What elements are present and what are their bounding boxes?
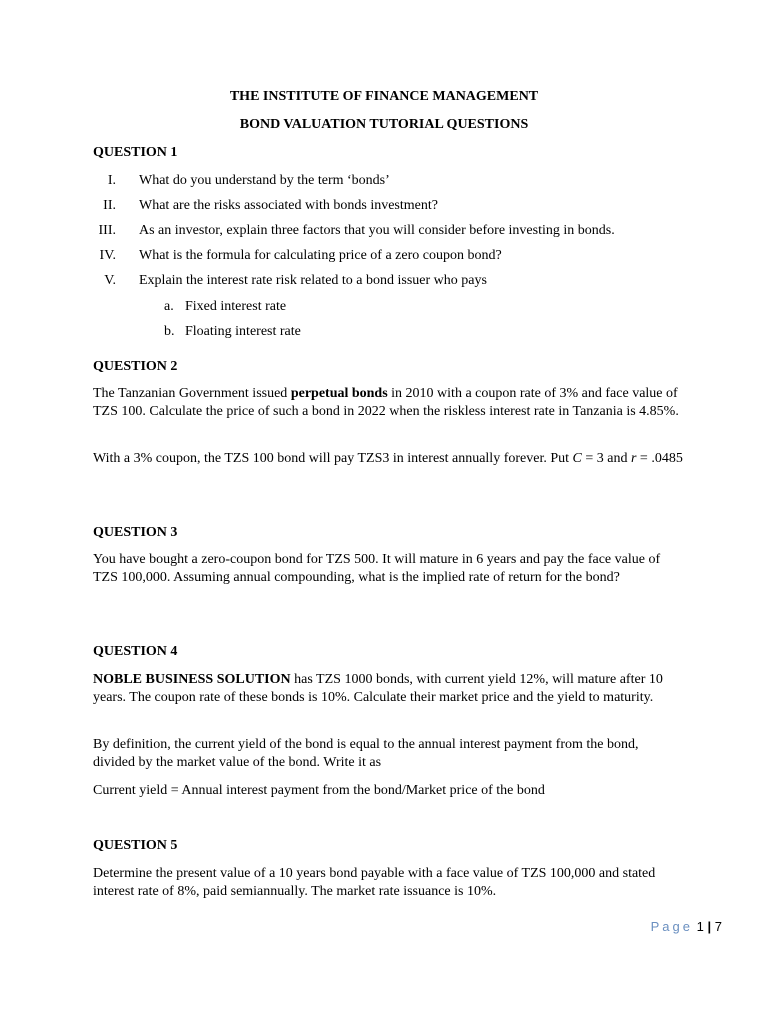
question-3-paragraph: You have bought a zero-coupon bond for TZS 500. It will mature in 6 years and pay the face value of TZS 100,000. Assuming annual compounding, what is the implied rate of return for the bond?: [93, 552, 661, 585]
variable-r: r: [630, 451, 637, 466]
emphasis-text: perpetual bonds: [290, 386, 388, 401]
paragraph-text: = .0485: [636, 451, 683, 466]
list-item-number: V.: [104, 273, 116, 288]
sub-list-item-text: Fixed interest rate: [185, 299, 287, 314]
variable-c: C: [572, 451, 582, 466]
list-item-text: What is the formula for calculating price of a zero coupon bond?: [139, 248, 502, 263]
list-item-text: As an investor, explain three factors that you will consider before investing in bonds.: [139, 223, 615, 238]
page-label: Page: [650, 919, 694, 934]
question-4-formula: Current yield = Annual interest payment from the bond/Market price of the bond: [93, 783, 545, 798]
list-item-text: Explain the interest rate risk related to a bond issuer who pays: [139, 273, 487, 288]
list-item-number: III.: [98, 223, 116, 238]
question-4-paragraph: [93, 671, 683, 707]
paragraph-text: in 2010 with a coupon rate of 3% and face value of TZS 100. Calculate the price of such a bond in 2022 when the riskless interest rate in Tanzania is 4.85%.: [93, 386, 679, 419]
list-item-number: IV.: [99, 248, 116, 263]
question-5-heading: QUESTION 5: [93, 838, 178, 853]
question-4-heading: QUESTION 4: [93, 644, 178, 659]
list-item-text: What are the risks associated with bonds investment?: [139, 198, 438, 213]
question-2-note: [93, 450, 683, 468]
sub-list-item-label: b.: [164, 324, 175, 339]
question-4-definition: By definition, the current yield of the bond is equal to the annual interest payment from the bond, divided by the market value of the bond. Write it as: [93, 737, 639, 770]
page-total: 7: [714, 919, 722, 934]
paragraph-text: With a 3% coupon, the TZS 100 bond will pay TZS3 in interest annually forever. Put: [93, 451, 573, 466]
sub-list-item-text: Floating interest rate: [185, 324, 301, 339]
paragraph-text: = 3 and: [581, 451, 631, 466]
list-item-number: II.: [103, 198, 116, 213]
question-3-heading: QUESTION 3: [93, 525, 178, 540]
page-footer: [651, 918, 722, 936]
company-name: NOBLE BUSINESS SOLUTION: [93, 672, 291, 687]
question-1-heading: QUESTION 1: [93, 145, 178, 160]
list-item-number: I.: [107, 173, 116, 188]
document-title: BOND VALUATION TUTORIAL QUESTIONS: [239, 117, 529, 132]
page-separator: |: [707, 919, 712, 934]
institute-title: THE INSTITUTE OF FINANCE MANAGEMENT: [229, 89, 539, 104]
sub-list-item-label: a.: [164, 299, 174, 314]
paragraph-text: The Tanzanian Government issued: [93, 386, 291, 401]
list-item-text: What do you understand by the term ‘bonds’: [139, 173, 390, 188]
page-current: 1: [696, 919, 704, 934]
question-2-paragraph: [93, 385, 683, 421]
question-2-heading: QUESTION 2: [93, 359, 178, 374]
question-5-paragraph: Determine the present value of a 10 years bond payable with a face value of TZS 100,000 and stated interest rate of 8%, paid semiannually. The market rate issuance is 10%.: [93, 866, 656, 899]
paragraph-text: has TZS 1000 bonds, with current yield 12%, will mature after 10 years. The coupon rate of these bonds is 10%. Calculate their market price and the yield to maturity.: [93, 672, 663, 705]
